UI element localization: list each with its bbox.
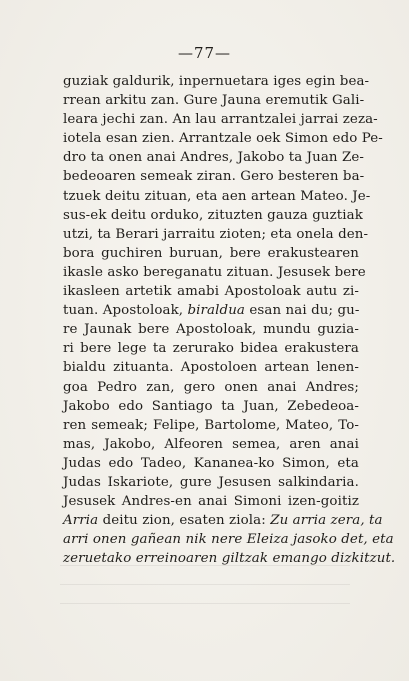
text-span: Jesusek Andres-en anai Simoni izen-goitiz	[63, 494, 359, 510]
text-line	[63, 167, 365, 186]
text-span: mas, Jakobo, Alfeoren semea, aren anai	[63, 436, 359, 452]
text-span: Judas Iskariote, gure Jesusen salkindaria.	[63, 474, 359, 490]
text-span: ren semeak; Felipe, Bartolome, Mateo, To-	[63, 417, 359, 433]
text-line	[63, 358, 359, 377]
text-line	[63, 282, 359, 301]
text-line	[63, 301, 359, 320]
text-line	[63, 225, 369, 244]
text-line	[63, 378, 359, 397]
text-span: utzi, ta Berari jarraitu zioten; eta onela den-	[63, 226, 369, 242]
text-span: dro ta onen anai Andres, Jakobo ta Juan Ze-	[63, 150, 365, 166]
body-text	[63, 72, 396, 568]
text-line	[63, 492, 359, 511]
text-line	[63, 263, 366, 282]
text-span: tzuek deitu zituan, eta aen artean Mateo. Je-	[63, 188, 371, 204]
text-line	[63, 549, 396, 568]
text-span: ri bere lege ta zerurako bidea erakustera	[63, 341, 359, 357]
page-number: —77—	[177, 44, 232, 62]
text-line	[63, 454, 359, 473]
text-span: deitu zion, esaten ziola:	[98, 513, 271, 529]
text-line	[63, 129, 383, 148]
text-line	[63, 187, 371, 206]
text-span: bora guchiren buruan, bere erakustearen	[63, 245, 359, 261]
text-line	[63, 530, 394, 549]
text-span: iotela esan zien. Arrantzale oek Simon edo Pe-	[63, 131, 383, 147]
text-span: Jakobo edo Santiago ta Juan, Zebedeoa-	[63, 398, 359, 414]
text-line	[63, 416, 359, 435]
text-line	[63, 511, 383, 530]
text-line	[63, 397, 359, 416]
italic-text: zeruetako erreinoaren giltzak emango dizkitzut.	[63, 551, 396, 567]
text-line	[63, 320, 359, 339]
text-span: bedeoaren semeak ziran. Gero besteren ba-	[63, 169, 365, 185]
text-line	[63, 91, 365, 110]
show-through-text	[60, 560, 350, 620]
text-line	[63, 339, 359, 358]
italic-text: biraldua	[187, 303, 246, 319]
text-line	[63, 473, 359, 492]
text-line	[63, 206, 363, 225]
text-span: re Jaunak bere Apostoloak, mundu guzia-	[63, 322, 359, 338]
text-line	[63, 244, 359, 263]
italic-text: Arria	[63, 513, 99, 529]
text-span: ikasle asko bereganatu zituan. Jesusek bere	[63, 264, 366, 280]
text-line	[63, 148, 365, 167]
italic-text: arri onen gañean nik nere Eleiza jasoko det, eta	[63, 532, 394, 548]
text-span: guziak galdurik, inpernuetara iges egin bea-	[63, 74, 370, 89]
text-span: Judas edo Tadeo, Kananea-ko Simon, eta	[63, 455, 359, 471]
text-line	[63, 435, 359, 454]
text-span: sus-ek deitu orduko, zituzten gauza guztiak	[63, 207, 363, 223]
text-span: tuan. Apostoloak,	[63, 303, 188, 319]
text-span: ikasleen artetik amabi Apostoloak autu zi-	[63, 284, 359, 300]
text-span: rrean arkitu zan. Gure Jauna eremutik Gali-	[63, 93, 365, 109]
text-span: esan nai du; gu-	[245, 303, 360, 319]
text-line	[63, 110, 378, 129]
text-span: bialdu zituanta. Apostoloen artean lenen-	[63, 360, 359, 376]
text-span: leara jechi zan. An lau arrantzalei jarrai zeza-	[63, 112, 378, 128]
text-span: goa Pedro zan, gero onen anai Andres;	[63, 379, 359, 395]
text-line	[63, 72, 370, 91]
italic-text: Zu arria zera, ta	[270, 513, 383, 529]
